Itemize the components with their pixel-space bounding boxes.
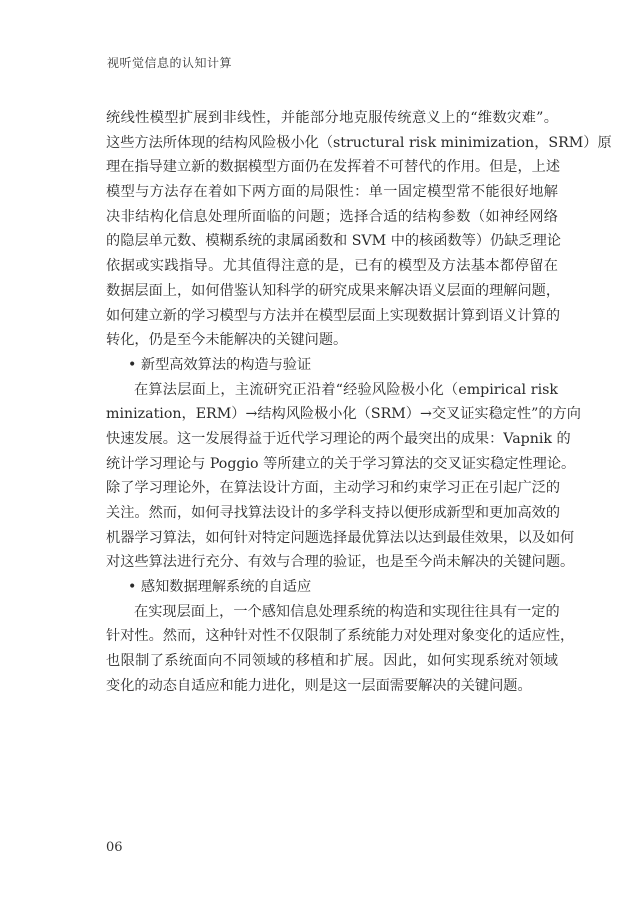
text-line: 机器学习算法，如何针对特定问题选择最优算法以达到最佳效果，以及如何 xyxy=(106,529,575,546)
text-line: 也限制了系统面向不同领域的移植和扩展。因此，如何实现系统对领域 xyxy=(106,653,558,670)
text-line: 这些方法所体现的结构风险极小化（structural risk minimization，SRM）原 xyxy=(106,134,612,151)
text-line: 关注。然而，如何寻找算法设计的多学科支持以便形成新型和更加高效的 xyxy=(106,505,561,521)
text-line: 理在指导建立新的数据模型方面仍在发挥着不可替代的作用。但是，上述 xyxy=(106,159,561,176)
text-line: 数据层面上，如何借鉴认知科学的研究成果来解决语义层面的理解问题， xyxy=(106,282,561,299)
running-header: 视听觉信息的认知计算 xyxy=(107,56,233,70)
paragraph-implementation-level xyxy=(106,600,575,699)
text-line: 统计学习理论与 Poggio 等所建立的关于学习算法的交叉证实稳定性理论。 xyxy=(106,455,576,472)
body-text xyxy=(106,106,612,699)
paragraph-srm-limitations xyxy=(106,106,612,353)
text-line: 除了学习理论外，在算法设计方面，主动学习和约束学习正在引起广泛的 xyxy=(106,480,561,497)
text-line: 依据或实践指导。尤其值得注意的是，已有的模型及方法基本都停留在 xyxy=(106,258,558,275)
text-line: 变化的动态自适应和能力进化，则是这一层面需要解决的关键问题。 xyxy=(106,677,532,694)
text-line: 针对性。然而，这种针对性不仅限制了系统能力对处理对象变化的适应性， xyxy=(106,628,575,645)
page-number: 06 xyxy=(106,840,123,855)
text-line: 的隐层单元数、模糊系统的隶属函数和 SVM 中的核函数等）仍缺乏理论 xyxy=(106,233,561,250)
text-line: 统线性模型扩展到非线性，并能部分地克服传统意义上的“维数灾难”。 xyxy=(106,110,558,126)
text-line: 在实现层面上，一个感知信息处理系统的构造和实现往往具有一定的 xyxy=(134,603,560,620)
text-line: 在算法层面上，主流研究正沿着“经验风险极小化（empirical risk xyxy=(134,381,558,398)
text-line: minization，ERM）→结构风险极小化（SRM）→交叉证实稳定性”的方向 xyxy=(106,406,581,423)
text-line: 如何建立新的学习模型与方法并在模型层面上实现数据计算到语义计算的 xyxy=(106,307,561,324)
text-line: 快速发展。这一发展得益于近代学习理论的两个最突出的成果：Vapnik 的 xyxy=(106,430,571,447)
text-line: 决非结构化信息处理所面临的问题；选择合适的结构参数（如神经网络 xyxy=(106,208,558,225)
text-line: 转化，仍是至今未能解决的关键问题。 xyxy=(106,332,348,349)
text-line: 模型与方法存在着如下两方面的局限性：单一固定模型常不能很好地解 xyxy=(106,184,558,201)
bullet-heading-adaptivity: • 感知数据理解系统的自适应 xyxy=(128,579,312,596)
paragraph-algorithm-level xyxy=(106,378,581,576)
text-line: 对这些算法进行充分、有效与合理的验证，也是至今尚未解决的关键问题。 xyxy=(106,554,575,571)
bullet-heading-algorithms: • 新型高效算法的构造与验证 xyxy=(128,356,312,373)
